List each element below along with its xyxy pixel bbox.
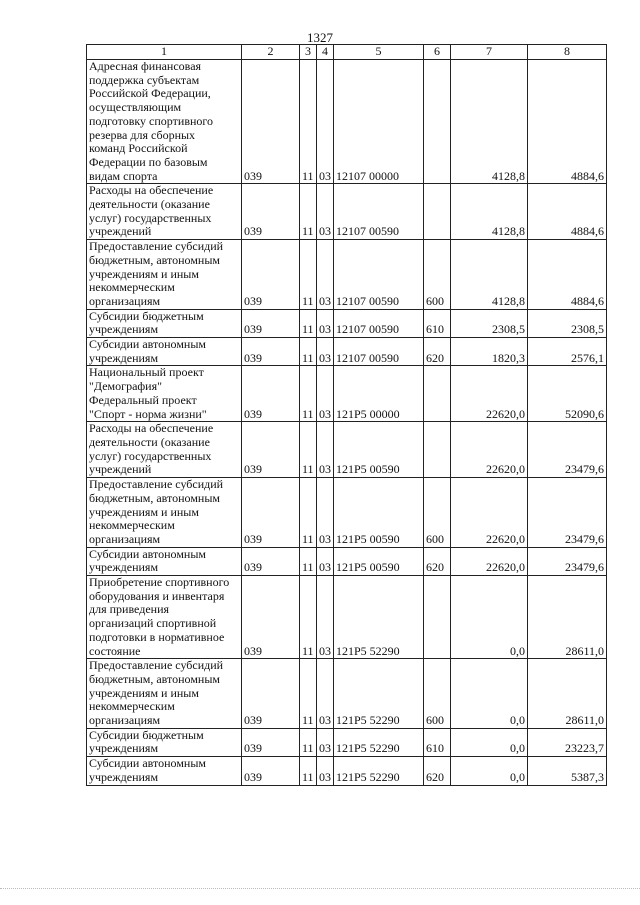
ministry-code-cell: 039 [242, 366, 300, 422]
ministry-code-cell: 039 [242, 576, 300, 659]
target-article-cell: 12107 00590 [334, 338, 424, 366]
row-name-cell: Предоставление субсидий бюджетным, автономным учреждениям и иным некоммерческим организациям [87, 240, 242, 310]
column-header: 4 [317, 45, 334, 60]
amount-col8-cell: 23479,6 [528, 478, 607, 548]
row-name-cell: Субсидии автономным учреждениям [87, 757, 242, 785]
subsection-code-cell: 03 [317, 422, 334, 478]
column-header: 1 [87, 45, 242, 60]
subsection-code-cell: 03 [317, 547, 334, 575]
expense-type-cell [424, 60, 451, 184]
table-row [87, 757, 607, 785]
expense-type-cell [424, 576, 451, 659]
column-header: 6 [424, 45, 451, 60]
target-article-cell: 121P5 52290 [334, 728, 424, 756]
table-row [87, 184, 607, 240]
section-code-cell: 11 [300, 60, 317, 184]
section-code-cell: 11 [300, 366, 317, 422]
column-header: 7 [451, 45, 528, 60]
target-article-cell: 121P5 00590 [334, 422, 424, 478]
amount-col8-cell: 28611,0 [528, 659, 607, 729]
section-code-cell: 11 [300, 184, 317, 240]
amount-col8-cell: 23479,6 [528, 422, 607, 478]
ministry-code-cell: 039 [242, 659, 300, 729]
table-row [87, 547, 607, 575]
subsection-code-cell: 03 [317, 338, 334, 366]
row-name-cell: Национальный проект "Демография" Федеральный проект "Спорт - норма жизни" [87, 366, 242, 422]
ministry-code-cell: 039 [242, 60, 300, 184]
target-article-cell: 121P5 00000 [334, 366, 424, 422]
table-row [87, 309, 607, 337]
amount-col8-cell: 5387,3 [528, 757, 607, 785]
target-article-cell: 121P5 00590 [334, 478, 424, 548]
expense-type-cell [424, 366, 451, 422]
scan-edge-noise [0, 888, 640, 892]
amount-col7-cell: 22620,0 [451, 547, 528, 575]
amount-col7-cell: 4128,8 [451, 184, 528, 240]
subsection-code-cell: 03 [317, 60, 334, 184]
amount-col8-cell: 28611,0 [528, 576, 607, 659]
target-article-cell: 12107 00590 [334, 240, 424, 310]
row-name-cell: Субсидии бюджетным учреждениям [87, 728, 242, 756]
budget-table [86, 44, 607, 786]
row-name-cell: Расходы на обеспечение деятельности (оказание услуг) государственных учреждений [87, 184, 242, 240]
subsection-code-cell: 03 [317, 659, 334, 729]
table-row [87, 478, 607, 548]
section-code-cell: 11 [300, 728, 317, 756]
row-name-cell: Предоставление субсидий бюджетным, автономным учреждениям и иным некоммерческим организациям [87, 478, 242, 548]
amount-col7-cell: 22620,0 [451, 366, 528, 422]
amount-col7-cell: 22620,0 [451, 422, 528, 478]
amount-col7-cell: 4128,8 [451, 240, 528, 310]
amount-col8-cell: 23223,7 [528, 728, 607, 756]
amount-col8-cell: 52090,6 [528, 366, 607, 422]
row-name-cell: Субсидии бюджетным учреждениям [87, 309, 242, 337]
subsection-code-cell: 03 [317, 366, 334, 422]
target-article-cell: 121P5 00590 [334, 547, 424, 575]
amount-col7-cell: 2308,5 [451, 309, 528, 337]
expense-type-cell: 610 [424, 309, 451, 337]
amount-col7-cell: 0,0 [451, 576, 528, 659]
amount-col8-cell: 2308,5 [528, 309, 607, 337]
table-row [87, 366, 607, 422]
section-code-cell: 11 [300, 240, 317, 310]
ministry-code-cell: 039 [242, 547, 300, 575]
amount-col7-cell: 22620,0 [451, 478, 528, 548]
amount-col7-cell: 0,0 [451, 757, 528, 785]
amount-col7-cell: 1820,3 [451, 338, 528, 366]
target-article-cell: 121P5 52290 [334, 659, 424, 729]
amount-col8-cell: 23479,6 [528, 547, 607, 575]
ministry-code-cell: 039 [242, 422, 300, 478]
ministry-code-cell: 039 [242, 184, 300, 240]
target-article-cell: 121P5 52290 [334, 576, 424, 659]
ministry-code-cell: 039 [242, 728, 300, 756]
expense-type-cell [424, 422, 451, 478]
subsection-code-cell: 03 [317, 728, 334, 756]
section-code-cell: 11 [300, 576, 317, 659]
expense-type-cell: 600 [424, 478, 451, 548]
expense-type-cell: 610 [424, 728, 451, 756]
section-code-cell: 11 [300, 659, 317, 729]
ministry-code-cell: 039 [242, 338, 300, 366]
section-code-cell: 11 [300, 422, 317, 478]
target-article-cell: 12107 00590 [334, 309, 424, 337]
ministry-code-cell: 039 [242, 240, 300, 310]
expense-type-cell: 600 [424, 659, 451, 729]
target-article-cell: 121P5 52290 [334, 757, 424, 785]
section-code-cell: 11 [300, 547, 317, 575]
table-row [87, 338, 607, 366]
header-row [87, 45, 607, 60]
subsection-code-cell: 03 [317, 240, 334, 310]
section-code-cell: 11 [300, 338, 317, 366]
target-article-cell: 12107 00590 [334, 184, 424, 240]
table-row [87, 728, 607, 756]
subsection-code-cell: 03 [317, 184, 334, 240]
amount-col7-cell: 0,0 [451, 659, 528, 729]
row-name-cell: Предоставление субсидий бюджетным, автономным учреждениям и иным некоммерческим организациям [87, 659, 242, 729]
amount-col8-cell: 4884,6 [528, 60, 607, 184]
column-header: 3 [300, 45, 317, 60]
section-code-cell: 11 [300, 478, 317, 548]
row-name-cell: Приобретение спортивного оборудования и инвентаря для приведения организаций спортивной подготовки в нормативное состояние [87, 576, 242, 659]
table-row [87, 576, 607, 659]
expense-type-cell: 620 [424, 757, 451, 785]
expense-type-cell: 600 [424, 240, 451, 310]
table-row [87, 60, 607, 184]
target-article-cell: 12107 00000 [334, 60, 424, 184]
section-code-cell: 11 [300, 757, 317, 785]
expense-type-cell: 620 [424, 338, 451, 366]
row-name-cell: Субсидии автономным учреждениям [87, 547, 242, 575]
column-header: 8 [528, 45, 607, 60]
row-name-cell: Расходы на обеспечение деятельности (оказание услуг) государственных учреждений [87, 422, 242, 478]
table-body [87, 60, 607, 786]
amount-col7-cell: 0,0 [451, 728, 528, 756]
section-code-cell: 11 [300, 309, 317, 337]
ministry-code-cell: 039 [242, 478, 300, 548]
ministry-code-cell: 039 [242, 309, 300, 337]
subsection-code-cell: 03 [317, 757, 334, 785]
subsection-code-cell: 03 [317, 478, 334, 548]
amount-col8-cell: 2576,1 [528, 338, 607, 366]
subsection-code-cell: 03 [317, 309, 334, 337]
amount-col8-cell: 4884,6 [528, 184, 607, 240]
column-header: 5 [334, 45, 424, 60]
column-header: 2 [242, 45, 300, 60]
row-name-cell: Субсидии автономным учреждениям [87, 338, 242, 366]
expense-type-cell: 620 [424, 547, 451, 575]
amount-col8-cell: 4884,6 [528, 240, 607, 310]
table-row [87, 659, 607, 729]
subsection-code-cell: 03 [317, 576, 334, 659]
expense-type-cell [424, 184, 451, 240]
amount-col7-cell: 4128,8 [451, 60, 528, 184]
ministry-code-cell: 039 [242, 757, 300, 785]
table-row [87, 240, 607, 310]
row-name-cell: Адресная финансовая поддержка субъектам Российской Федерации, осуществляющим подготовку спортивного резерва для сборных команд Российской Федерации по базовым видам спорта [87, 60, 242, 184]
table-row [87, 422, 607, 478]
page-number: 1327 [307, 30, 333, 45]
